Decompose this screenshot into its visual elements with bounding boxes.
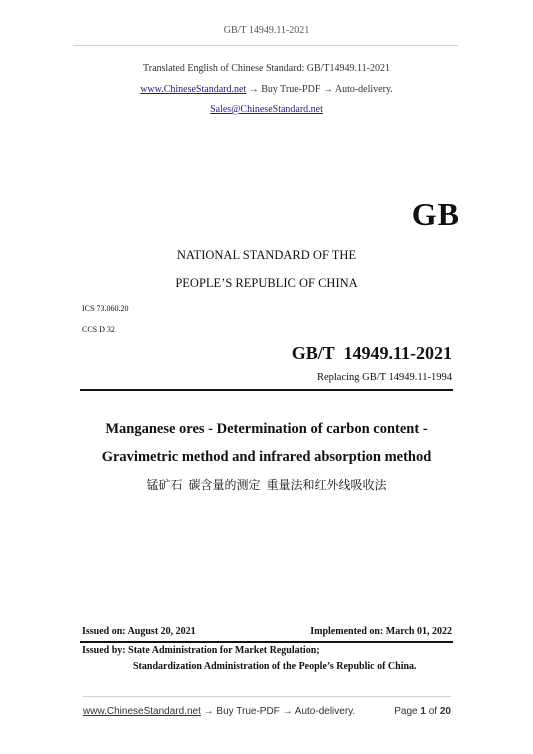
arrow-right-icon: → (282, 706, 293, 717)
translation-notice: Translated English of Chinese Standard: GB/T14949.11-2021 (142, 63, 391, 74)
purchase-line (0, 84, 533, 95)
header-divider (73, 45, 458, 46)
arrow-right-icon: → (322, 84, 333, 95)
gb-logo: GB (411, 196, 460, 232)
ics-code: ICS 73.060.20 (82, 304, 129, 313)
implemented-date: Implemented on: March 01, 2022 (310, 626, 452, 637)
dates-divider (80, 641, 453, 643)
ccs-code: CCS D 32 (82, 325, 115, 334)
page-total: 20 (439, 706, 451, 717)
arrow-right-icon: → (248, 84, 259, 95)
footer-divider (83, 696, 451, 697)
title-en-line2: Gravimetric method and infrared absorption method (101, 449, 432, 465)
title-zh: 锰矿石 碳含量的测定 重量法和红外线吸收法 (146, 478, 387, 492)
buy-text: Buy True-PDF (261, 84, 321, 95)
email-line (0, 104, 533, 115)
footer-buy-text: Buy True-PDF (216, 706, 280, 717)
footer-auto-delivery-text: Auto-delivery. (294, 706, 356, 717)
site-link[interactable]: www.ChineseStandard.net (140, 84, 247, 95)
of-word: of (428, 706, 438, 717)
issuer-line2: Standardization Administration of the People’s Republic of China. (133, 661, 417, 672)
national-standard-line1: NATIONAL STANDARD OF THE (176, 248, 357, 262)
issued-date: Issued on: August 20, 2021 (82, 626, 196, 637)
issuer-line1: Issued by: State Administration for Market Regulation; (82, 645, 320, 656)
number-divider (80, 389, 453, 391)
page-number: 1 (420, 706, 426, 717)
email-link[interactable]: Sales@ChineseStandard.net (210, 104, 323, 115)
footer-site-link[interactable]: www.ChineseStandard.net (83, 706, 201, 717)
page-word: Page (394, 706, 418, 717)
replacing-note: Replacing GB/T 14949.11-1994 (316, 372, 452, 383)
standard-number: GB/T 14949.11-2021 (291, 343, 452, 363)
auto-delivery-text: Auto-delivery. (334, 84, 393, 95)
footer-purchase-line (83, 706, 355, 717)
running-header: GB/T 14949.11-2021 (223, 25, 310, 36)
national-standard-line2: PEOPLE’S REPUBLIC OF CHINA (175, 276, 358, 290)
page-indicator (350, 706, 451, 717)
title-en-line1: Manganese ores - Determination of carbon content - (105, 421, 428, 437)
arrow-right-icon: → (203, 706, 214, 717)
